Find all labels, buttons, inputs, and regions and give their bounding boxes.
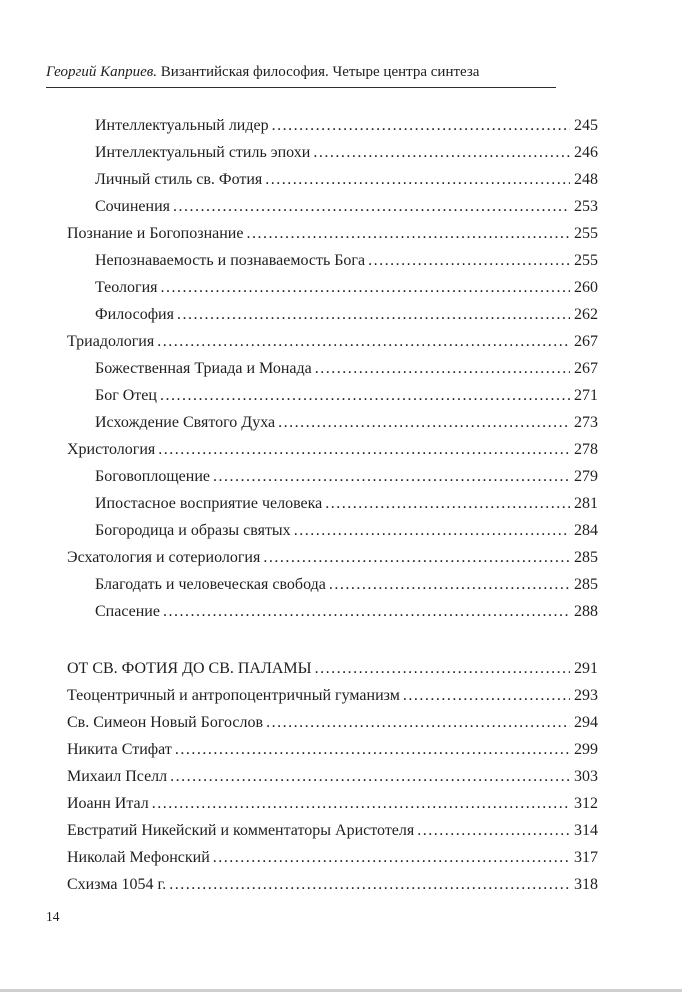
toc-entry-title: Благодать и человеческая свобода — [95, 576, 326, 593]
toc-entry-page: 246 — [574, 144, 598, 161]
toc-row — [67, 328, 598, 355]
toc-dot-leader — [158, 436, 570, 463]
toc-entry-title: Интеллектуальный стиль эпохи — [95, 144, 311, 161]
toc-row — [67, 409, 598, 436]
toc-entry-page: 318 — [574, 876, 598, 893]
toc-row — [67, 871, 598, 898]
toc-row — [67, 655, 598, 682]
toc-entry-title: Николай Мефонский — [67, 849, 210, 866]
toc-entry-title: Интеллектуальный лидер — [95, 117, 269, 134]
toc-row — [67, 763, 598, 790]
toc-row — [67, 736, 598, 763]
toc-row — [67, 844, 598, 871]
toc-row — [67, 301, 598, 328]
toc-entry-page: 294 — [574, 714, 598, 731]
toc-row — [67, 790, 598, 817]
toc-row — [67, 166, 598, 193]
toc-entry-title: Непознаваемость и познаваемость Бога — [95, 252, 366, 269]
toc-dot-leader — [265, 166, 570, 193]
table-of-contents — [67, 112, 598, 898]
toc-entry-page: 299 — [574, 741, 598, 758]
toc-row — [67, 682, 598, 709]
toc-entry-title: Исхождение Святого Духа — [95, 414, 276, 431]
toc-entry-page: 267 — [574, 360, 598, 377]
toc-entry-page: 245 — [574, 117, 598, 134]
toc-entry-title: Сочинения — [95, 198, 171, 215]
toc-entry-page: 288 — [574, 603, 598, 620]
toc-dot-leader — [417, 817, 570, 844]
toc-entry-title: Теоцентричный и антропоцентричный гуманизм — [67, 687, 400, 704]
toc-dot-leader — [177, 301, 570, 328]
running-header — [46, 62, 556, 88]
toc-entry-page: 271 — [574, 387, 598, 404]
toc-entry-page: 267 — [574, 333, 598, 350]
toc-entry-page: 260 — [574, 279, 598, 296]
toc-entry-title: Боговоплощение — [95, 468, 210, 485]
toc-dot-leader — [313, 139, 570, 166]
toc-entry-page: 248 — [574, 171, 598, 188]
toc-dot-leader — [161, 274, 570, 301]
toc-row — [67, 817, 598, 844]
running-header-title: Византийская философия. Четыре центра синтеза — [160, 64, 480, 80]
toc-entry-title: Теология — [95, 279, 158, 296]
toc-entry-title: Иоанн Итал — [67, 795, 149, 812]
page-number: 14 — [46, 909, 60, 924]
toc-entry-title: Триадология — [67, 333, 155, 350]
toc-entry-page: 293 — [574, 687, 598, 704]
toc-dot-leader — [163, 598, 570, 625]
toc-entry-title: Познание и Богопознание — [67, 225, 244, 242]
toc-dot-leader — [173, 193, 570, 220]
toc-entry-page: 291 — [574, 660, 598, 677]
toc-dot-leader — [368, 247, 570, 274]
toc-row — [67, 463, 598, 490]
toc-entry-page: 285 — [574, 576, 598, 593]
toc-dot-leader — [213, 463, 570, 490]
toc-dot-leader — [278, 409, 570, 436]
toc-row — [67, 544, 598, 571]
toc-dot-leader — [315, 655, 570, 682]
toc-row — [67, 517, 598, 544]
toc-entry-title: Богородица и образы святых — [95, 522, 291, 539]
toc-entry-title: Св. Симеон Новый Богослов — [67, 714, 264, 731]
toc-row — [67, 571, 598, 598]
toc-dot-leader — [152, 790, 570, 817]
toc-dot-leader — [315, 355, 570, 382]
toc-row — [67, 436, 598, 463]
toc-entry-page: 279 — [574, 468, 598, 485]
toc-entry-page: 278 — [574, 441, 598, 458]
toc-entry-title: ОТ СВ. ФОТИЯ ДО СВ. ПАЛАМЫ — [67, 660, 312, 677]
toc-dot-leader — [160, 382, 570, 409]
toc-dot-leader — [157, 328, 570, 355]
toc-row — [67, 193, 598, 220]
toc-dot-leader — [246, 220, 570, 247]
toc-entry-title: Никита Стифат — [67, 741, 172, 758]
toc-entry-page: 285 — [574, 549, 598, 566]
toc-dot-leader — [266, 709, 570, 736]
toc-entry-title: Ипостасное восприятие человека — [95, 495, 323, 512]
toc-entry-page: 303 — [574, 768, 598, 785]
toc-entry-title: Схизма 1054 г. — [67, 876, 167, 893]
toc-entry-title: Эсхатология и сотериология — [67, 549, 261, 566]
toc-entry-page: 312 — [574, 795, 598, 812]
toc-row — [67, 709, 598, 736]
toc-entry-page: 255 — [574, 225, 598, 242]
toc-dot-leader — [169, 871, 570, 898]
toc-entry-page: 273 — [574, 414, 598, 431]
running-header-author: Георгий Каприев. — [46, 64, 158, 80]
toc-entry-title: Философия — [95, 306, 174, 323]
toc-dot-leader — [170, 763, 570, 790]
toc-entry-title: Личный стиль св. Фотия — [95, 171, 263, 188]
toc-entry-page: 317 — [574, 849, 598, 866]
toc-row — [67, 490, 598, 517]
toc-row — [67, 139, 598, 166]
toc-entry-title: Божественная Триада и Монада — [95, 360, 312, 377]
toc-dot-leader — [403, 682, 570, 709]
toc-dot-leader — [213, 844, 570, 871]
toc-entry-page: 253 — [574, 198, 598, 215]
toc-row — [67, 355, 598, 382]
toc-dot-leader — [294, 517, 570, 544]
toc-dot-leader — [329, 571, 570, 598]
toc-entry-page: 284 — [574, 522, 598, 539]
toc-dot-leader — [272, 112, 570, 139]
toc-entry-page: 281 — [574, 495, 598, 512]
toc-row — [67, 112, 598, 139]
toc-row — [67, 247, 598, 274]
toc-entry-title: Спасение — [95, 603, 160, 620]
toc-row — [67, 598, 598, 625]
toc-dot-leader — [325, 490, 570, 517]
toc-entry-title: Евстратий Никейский и комментаторы Аристотеля — [67, 822, 415, 839]
toc-dot-leader — [263, 544, 570, 571]
toc-row — [67, 220, 598, 247]
toc-entry-page: 314 — [574, 822, 598, 839]
toc-entry-title: Христология — [67, 441, 156, 458]
toc-row — [67, 382, 598, 409]
toc-entry-title: Бог Отец — [95, 387, 157, 404]
toc-entry-page: 255 — [574, 252, 598, 269]
toc-entry-title: Михаил Пселл — [67, 768, 168, 785]
toc-dot-leader — [175, 736, 570, 763]
toc-entry-page: 262 — [574, 306, 598, 323]
toc-row — [67, 274, 598, 301]
